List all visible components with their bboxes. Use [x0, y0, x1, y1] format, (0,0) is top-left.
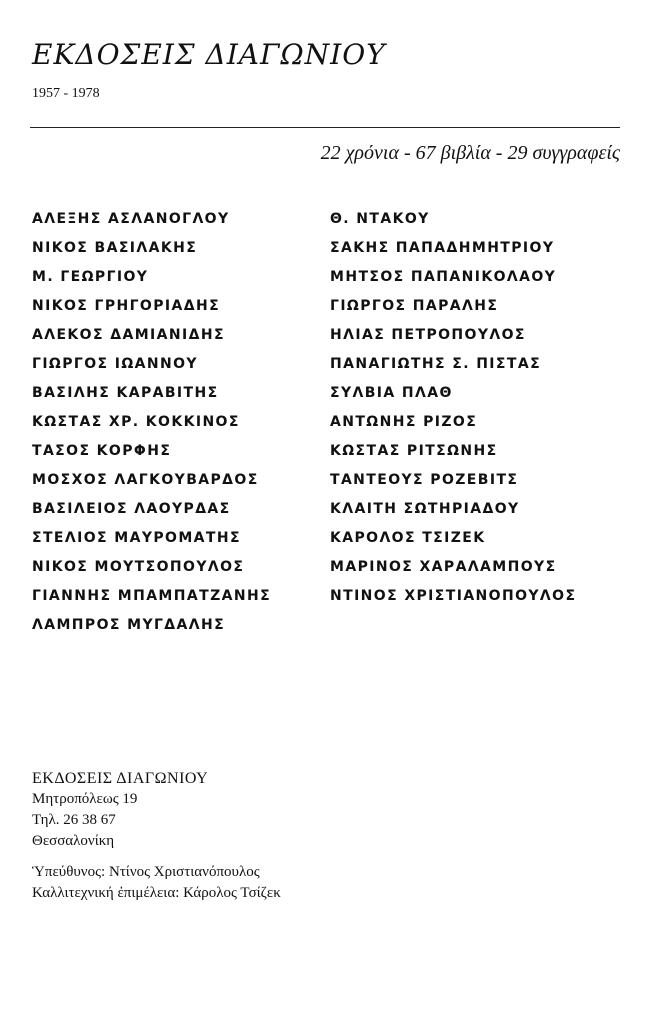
author-name: ΜΗΤΣΟΣ ΠΑΠΑΝΙΚΟΛΑΟΥ: [330, 269, 557, 285]
author-name: Θ. ΝΤΑΚΟΥ: [330, 211, 430, 227]
credits: [32, 862, 281, 904]
author-name: ΑΛΕΚΟΣ ΔΑΜΙΑΝΙΔΗΣ: [32, 327, 225, 343]
author-list-right: [330, 209, 576, 615]
author-name: ΜΑΡΙΝΟΣ ΧΑΡΑΛΑΜΠΟΥΣ: [330, 559, 557, 575]
imprint-city: Θεσσαλονίκη: [32, 833, 115, 849]
publisher-stats: 22 χρόνια - 67 βιβλία - 29 συγγραφείς: [320, 142, 620, 164]
credit-art-direction: Καλλιτεχνική ἐπιμέλεια: Κάρολος Τσίζεκ: [32, 885, 281, 901]
author-list-left: [32, 209, 271, 644]
credit-responsible: Ὑπεύθυνος: Ντίνος Χριστιανόπουλος: [32, 864, 260, 880]
author-name: ΓΙΩΡΓΟΣ ΠΑΡΑΛΗΣ: [330, 298, 499, 314]
author-name: ΓΙΑΝΝΗΣ ΜΠΑΜΠΑΤΖΑΝΗΣ: [32, 588, 272, 604]
author-name: ΑΛΕΞΗΣ ΑΣΛΑΝΟΓΛΟΥ: [32, 211, 230, 227]
author-name: Μ. ΓΕΩΡΓΙΟΥ: [32, 269, 149, 285]
page-title: ΕΚΔΟΣΕΙΣ ΔΙΑΓΩΝΙΟΥ: [32, 38, 386, 71]
author-name: ΠΑΝΑΓΙΩΤΗΣ Σ. ΠΙΣΤΑΣ: [330, 356, 542, 372]
imprint-phone: Τηλ. 26 38 67: [32, 812, 116, 828]
author-name: ΚΩΣΤΑΣ ΧΡ. ΚΟΚΚΙΝΟΣ: [32, 414, 240, 430]
author-name: ΚΑΡΟΛΟΣ ΤΣΙΖΕΚ: [330, 530, 486, 546]
author-name: ΤΑΝΤΕΟΥΣ ΡΟΖΕΒΙΤΣ: [330, 472, 519, 488]
publication-years: 1957 - 1978: [32, 86, 100, 101]
author-name: ΝΙΚΟΣ ΜΟΥΤΣΟΠΟΥΛΟΣ: [32, 559, 245, 575]
author-name: ΑΝΤΩΝΗΣ ΡΙΖΟΣ: [330, 414, 478, 430]
author-name: ΝΙΚΟΣ ΒΑΣΙΛΑΚΗΣ: [32, 240, 198, 256]
author-name: ΛΑΜΠΡΟΣ ΜΥΓΔΑΛΗΣ: [32, 617, 226, 633]
author-name: ΚΩΣΤΑΣ ΡΙΤΣΩΝΗΣ: [330, 443, 498, 459]
author-name: ΒΑΣΙΛΗΣ ΚΑΡΑΒΙΤΗΣ: [32, 385, 219, 401]
author-name: ΝΤΙΝΟΣ ΧΡΙΣΤΙΑΝΟΠΟΥΛΟΣ: [330, 588, 577, 604]
imprint-publisher: ΕΚΔΟΣΕΙΣ ΔΙΑΓΩΝΙΟΥ: [32, 770, 209, 787]
horizontal-rule: [30, 127, 620, 128]
author-name: ΜΟΣΧΟΣ ΛΑΓΚΟΥΒΑΡΔΟΣ: [32, 472, 259, 488]
author-name: ΗΛΙΑΣ ΠΕΤΡΟΠΟΥΛΟΣ: [330, 327, 526, 343]
author-name: ΓΙΩΡΓΟΣ ΙΩΑΝΝΟΥ: [32, 356, 198, 372]
author-name: ΤΑΣΟΣ ΚΟΡΦΗΣ: [32, 443, 172, 459]
author-name: ΣΥΛΒΙΑ ΠΛΑΘ: [330, 385, 453, 401]
author-name: ΣΑΚΗΣ ΠΑΠΑΔΗΜΗΤΡΙΟΥ: [330, 240, 555, 256]
publisher-imprint: [32, 768, 208, 852]
author-name: ΝΙΚΟΣ ΓΡΗΓΟΡΙΑΔΗΣ: [32, 298, 221, 314]
author-name: ΣΤΕΛΙΟΣ ΜΑΥΡΟΜΑΤΗΣ: [32, 530, 241, 546]
imprint-address: Μητροπόλεως 19: [32, 791, 138, 807]
author-name: ΒΑΣΙΛΕΙΟΣ ΛΑΟΥΡΔΑΣ: [32, 501, 231, 517]
author-name: ΚΛΑΙΤΗ ΣΩΤΗΡΙΑΔΟΥ: [330, 501, 520, 517]
